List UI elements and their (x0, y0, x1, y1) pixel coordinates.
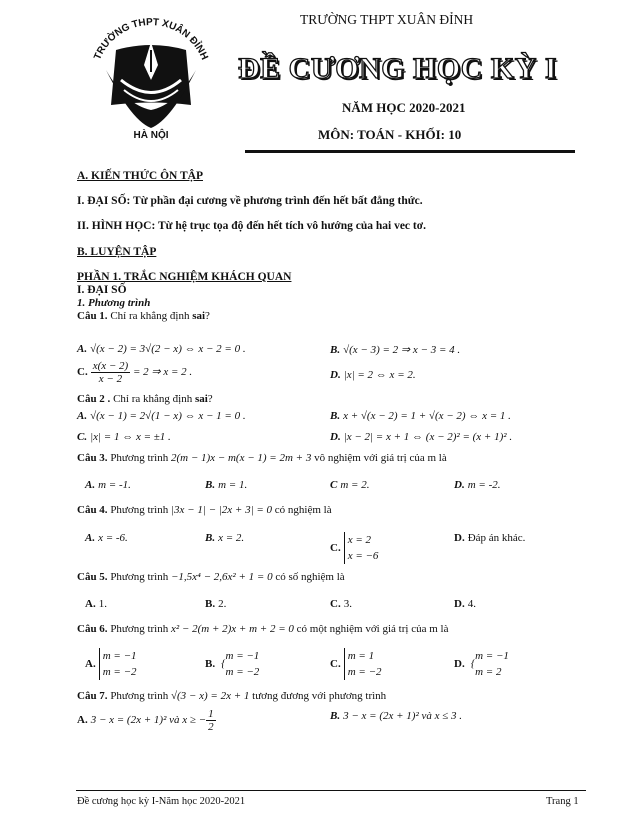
section-hinh-hoc: II. HÌNH HỌC: Từ hệ trục tọa độ đến hết tích vô hướng của hai vec tơ. (77, 220, 426, 232)
section-a-heading: A. KIẾN THỨC ÔN TẬP (77, 170, 203, 182)
question-7: Câu 7. Phương trình √(3 − x) = 2x + 1 tương đương với phương trình (77, 690, 387, 702)
q2-option-c[interactable]: C. |x| = 1 ⇔ x = ±1 . (77, 431, 171, 443)
question-5: Câu 5. Phương trình −1,5x⁴ − 2,6x² + 1 = 0 có số nghiệm là (77, 571, 345, 583)
q6-option-b[interactable]: B. {m = −1 m = −2 (205, 650, 260, 678)
footer-left: Đề cương học kỳ I-Năm học 2020-2021 (77, 796, 246, 807)
q2-option-a[interactable]: A. √(x − 1) = 2√(1 − x) ⇔ x − 1 = 0 . (77, 410, 246, 422)
logo-top-text: TRƯỜNG THPT XUÂN ĐỈNH (92, 16, 210, 62)
school-name: TRƯỜNG THPT XUÂN ĐỈNH (300, 12, 474, 27)
question-3: Câu 3. Phương trình 2(m − 1)x − m(x − 1) = 2m + 3 vô nghiệm với giá trị của m là (77, 452, 447, 464)
q4-option-a[interactable]: A. x = -6. (85, 532, 128, 544)
q3-option-d[interactable]: D. m = -2. (454, 479, 501, 491)
q3-option-c[interactable]: C m = 2. (330, 479, 370, 491)
page-number: Trang 1 (546, 796, 579, 807)
question-2: Câu 2 . Chỉ ra khẳng định sai? (77, 393, 213, 405)
question-6: Câu 6. Phương trình x² − 2(m + 2)x + m + 2 = 0 có một nghiệm với giá trị của m là (77, 623, 449, 635)
q4-option-c[interactable]: C.x = 2 x = −6 (330, 534, 379, 562)
q6-option-a[interactable]: A.m = −1 m = −2 (85, 650, 137, 678)
q5-option-c[interactable]: C. 3. (330, 598, 352, 610)
algebra-heading: I. ĐẠI SỐ (77, 284, 127, 296)
q5-option-a[interactable]: A. 1. (85, 598, 107, 610)
q2-option-d[interactable]: D. |x − 2| = x + 1 ⇔ (x − 2)² = (x + 1)² . (330, 431, 513, 443)
logo-bottom-text: HÀ NỘI (133, 130, 169, 141)
q3-option-a[interactable]: A. m = -1. (85, 479, 131, 491)
q5-option-d[interactable]: D. 4. (454, 598, 476, 610)
subject-line: MÔN: TOÁN - KHỐI: 10 (318, 127, 462, 142)
q5-option-b[interactable]: B. 2. (205, 598, 227, 610)
page-title: ĐỀ CƯƠNG HỌC KỲ I (238, 52, 558, 85)
q7-option-a[interactable]: A. 3 − x = (2x + 1)² và x ≥ − $\frac{1}{2}$ (77, 708, 214, 733)
header-divider (245, 150, 575, 153)
q2-option-b[interactable]: B. x + √(x − 2) = 1 + √(x − 2) ⇔ x = 1 . (330, 410, 511, 422)
q6-option-c[interactable]: C.m = 1 m = −2 (330, 650, 382, 678)
q3-option-b[interactable]: B. m = 1. (205, 479, 248, 491)
q1-option-a[interactable]: A. √(x − 2) = 3√(2 − x) ⇔ x − 2 = 0 . (77, 343, 246, 355)
question-1: Câu 1. Chỉ ra khẳng định sai? (77, 310, 210, 322)
part-1-heading: PHẦN 1. TRẮC NGHIỆM KHÁCH QUAN (77, 271, 292, 283)
q4-option-d[interactable]: D. Đáp án khác. (454, 532, 526, 544)
question-4: Câu 4. Phương trình |3x − 1| − |2x + 3| = 0 có nghiệm là (77, 504, 332, 516)
q7-option-b[interactable]: B. 3 − x = (2x + 1)² và x ≤ 3 . (330, 710, 463, 722)
footer-divider (76, 790, 586, 791)
q1-option-b[interactable]: B. √(x − 3) = 2 ⇒ x − 3 = 4 . (330, 344, 461, 356)
q1-option-c[interactable]: C. $\frac{x(x - 2)}{x - 2}$ = 2 ⇒ x = 2 . (77, 360, 193, 385)
section-b-heading: B. LUYỆN TẬP (77, 246, 157, 258)
topic-equation: 1. Phương trình (77, 297, 151, 309)
school-year: NĂM HỌC 2020-2021 (342, 100, 466, 115)
q1-option-d[interactable]: D. |x| = 2 ⇔ x = 2. (330, 369, 416, 381)
school-logo (76, 10, 226, 142)
q6-option-d[interactable]: D. {m = −1 m = 2 (454, 650, 509, 678)
q4-option-b[interactable]: B. x = 2. (205, 532, 245, 544)
section-dai-so: I. ĐẠI SỐ: Từ phần đại cương về phương trình đến hết bất đẳng thức. (77, 195, 423, 207)
